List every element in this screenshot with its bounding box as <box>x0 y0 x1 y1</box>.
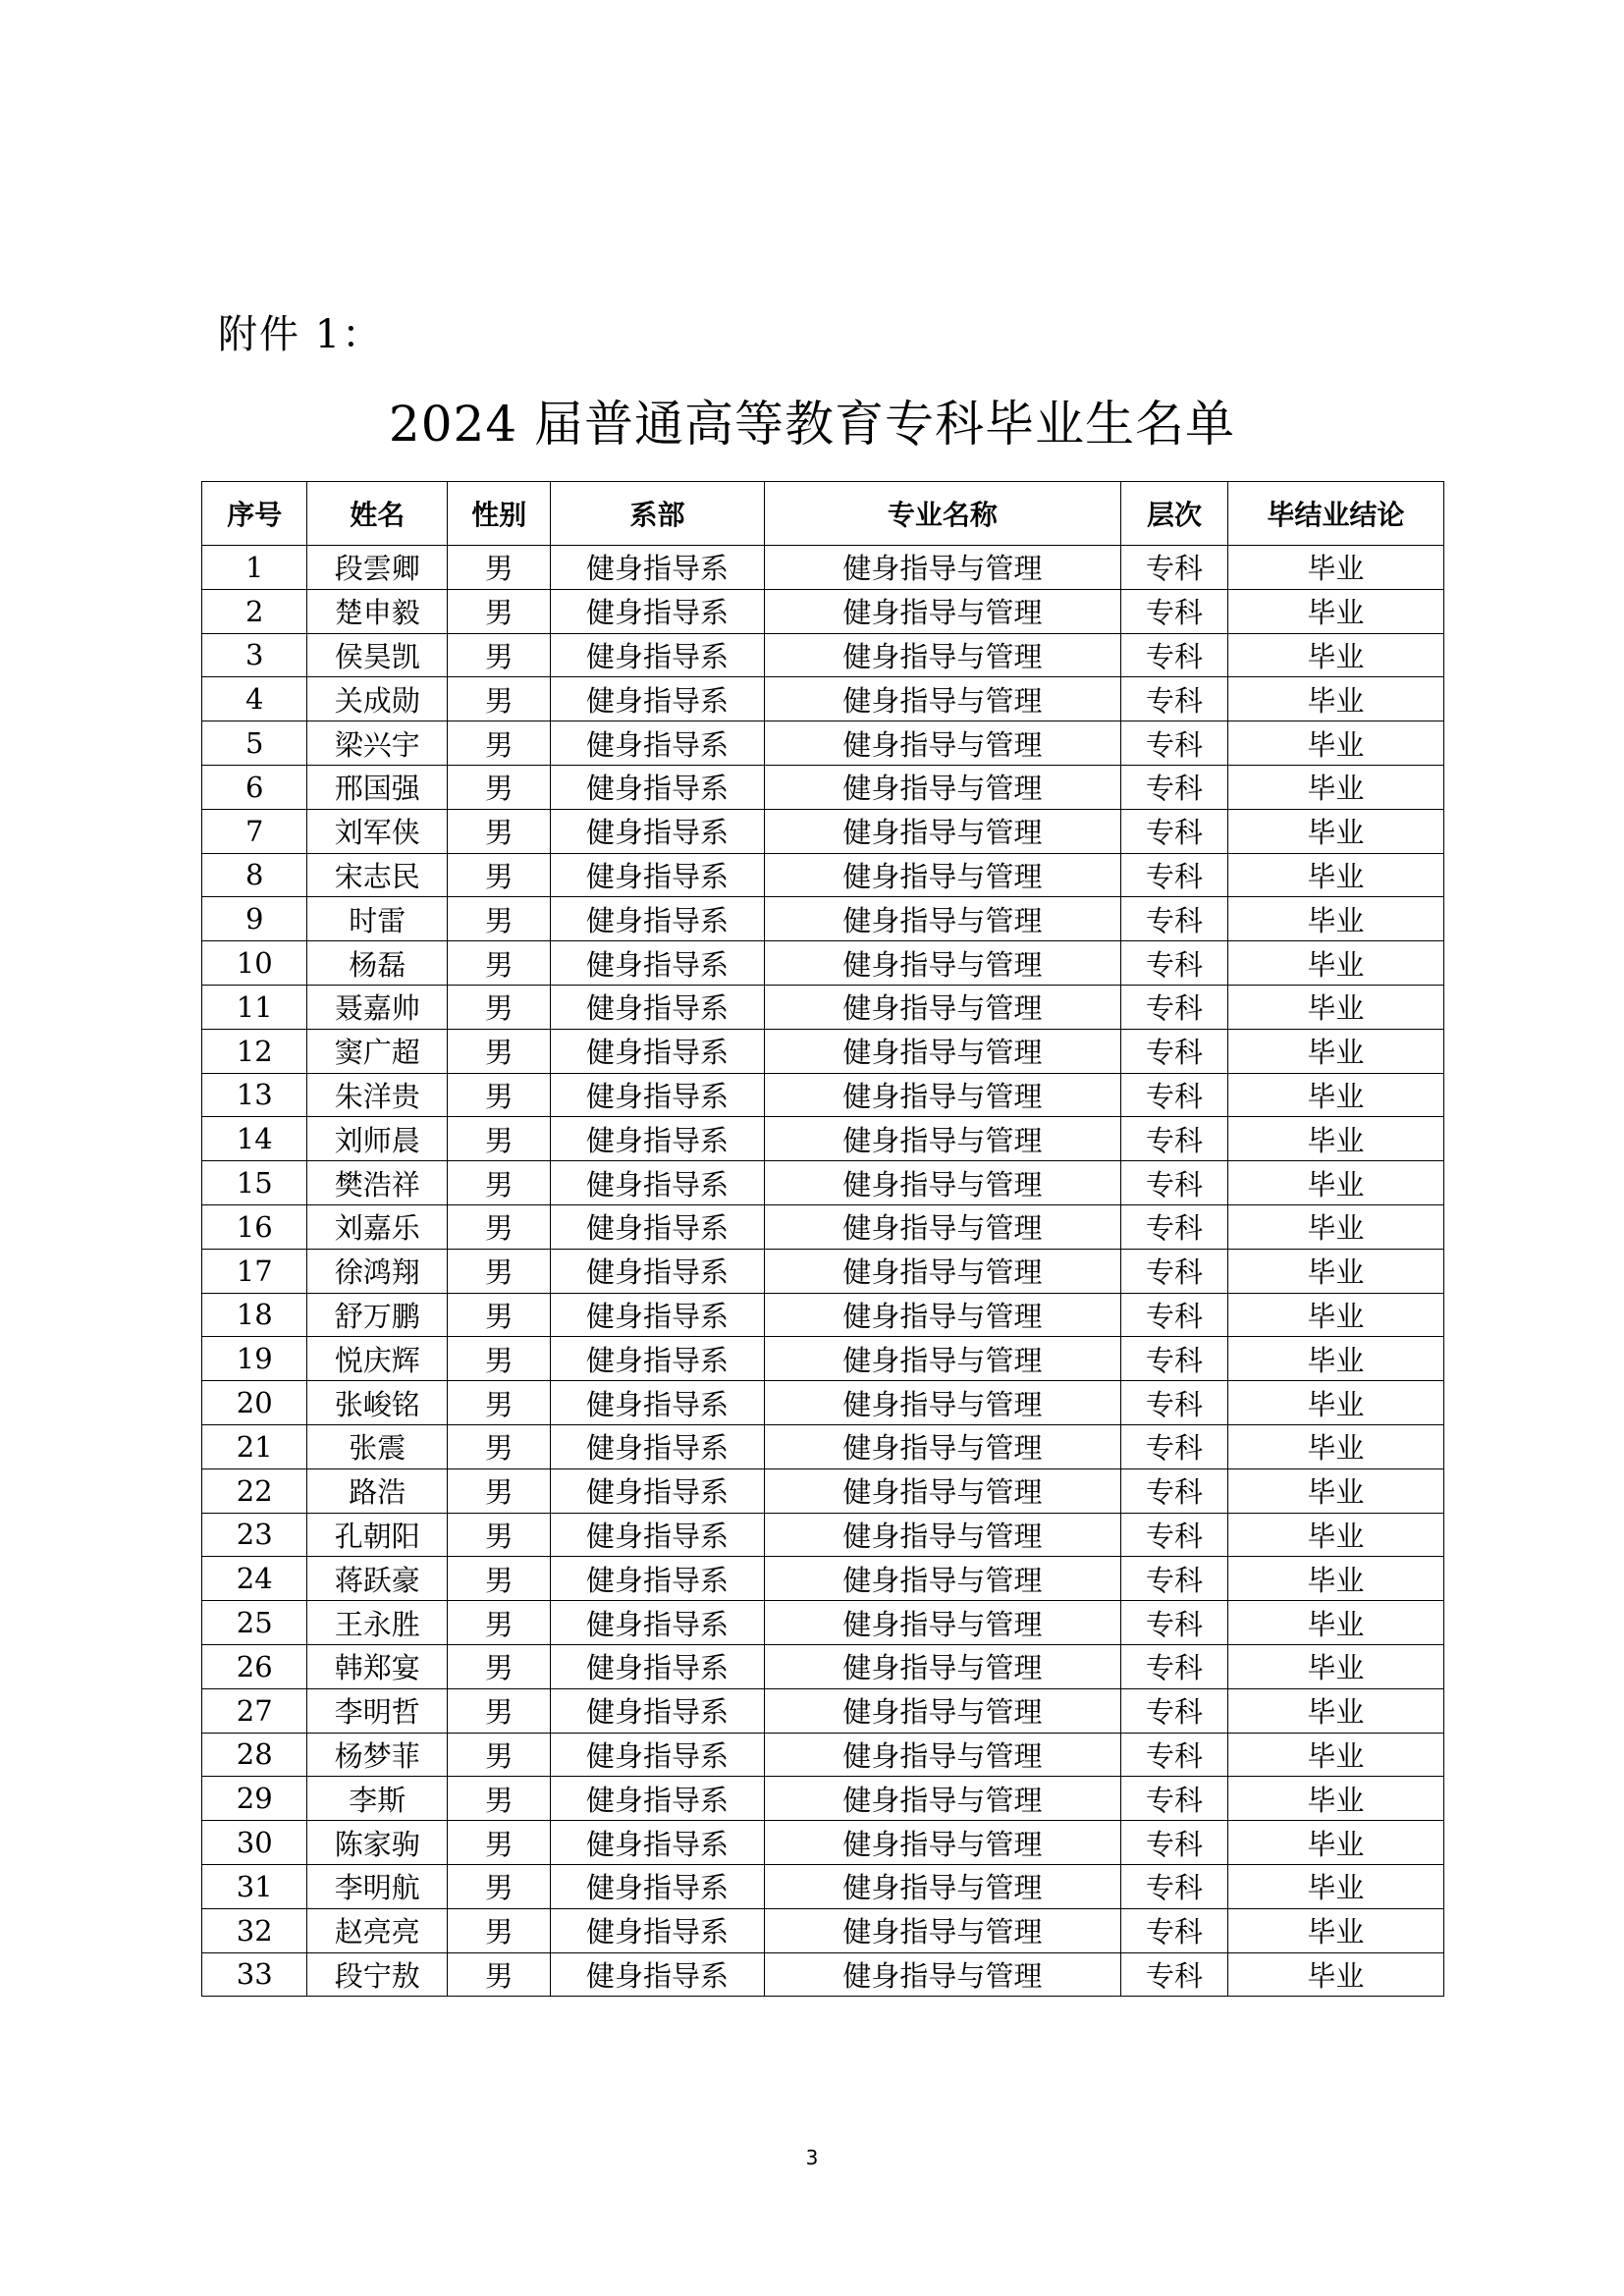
cell-serial: 25 <box>202 1601 307 1645</box>
graduate-roster-table <box>201 481 1444 1997</box>
cell-serial: 18 <box>202 1293 307 1337</box>
table-row <box>202 1468 1444 1513</box>
cell-gender: 男 <box>448 1557 551 1601</box>
cell-major: 健身指导与管理 <box>764 1777 1121 1821</box>
cell-conclusion: 毕业 <box>1227 897 1443 941</box>
cell-conclusion: 毕业 <box>1227 546 1443 590</box>
cell-department: 健身指导系 <box>551 897 764 941</box>
table-row <box>202 941 1444 986</box>
cell-name: 段宁敖 <box>307 1952 448 1997</box>
table-row <box>202 1952 1444 1997</box>
cell-department: 健身指导系 <box>551 1161 764 1205</box>
cell-gender: 男 <box>448 897 551 941</box>
cell-major: 健身指导与管理 <box>764 765 1121 809</box>
cell-serial: 31 <box>202 1864 307 1908</box>
table-row <box>202 1337 1444 1381</box>
cell-gender: 男 <box>448 941 551 986</box>
cell-serial: 8 <box>202 853 307 897</box>
cell-gender: 男 <box>448 1908 551 1952</box>
table-row <box>202 1381 1444 1425</box>
table-row <box>202 1073 1444 1117</box>
cell-major: 健身指导与管理 <box>764 1381 1121 1425</box>
cell-conclusion: 毕业 <box>1227 809 1443 853</box>
cell-level: 专科 <box>1121 1029 1228 1073</box>
cell-gender: 男 <box>448 1821 551 1865</box>
cell-major: 健身指导与管理 <box>764 941 1121 986</box>
cell-gender: 男 <box>448 1864 551 1908</box>
cell-name: 蒋跃豪 <box>307 1557 448 1601</box>
cell-gender: 男 <box>448 1293 551 1337</box>
cell-serial: 17 <box>202 1249 307 1293</box>
cell-department: 健身指导系 <box>551 1117 764 1161</box>
cell-gender: 男 <box>448 589 551 633</box>
cell-major: 健身指导与管理 <box>764 1688 1121 1733</box>
cell-serial: 4 <box>202 677 307 721</box>
cell-conclusion: 毕业 <box>1227 677 1443 721</box>
cell-conclusion: 毕业 <box>1227 1249 1443 1293</box>
cell-level: 专科 <box>1121 721 1228 766</box>
header-major: 专业名称 <box>764 482 1121 546</box>
cell-department: 健身指导系 <box>551 1644 764 1688</box>
cell-department: 健身指导系 <box>551 1688 764 1733</box>
cell-department: 健身指导系 <box>551 1733 764 1777</box>
table-row <box>202 1908 1444 1952</box>
cell-level: 专科 <box>1121 677 1228 721</box>
cell-level: 专科 <box>1121 1601 1228 1645</box>
cell-name: 徐鸿翔 <box>307 1249 448 1293</box>
cell-serial: 13 <box>202 1073 307 1117</box>
cell-level: 专科 <box>1121 941 1228 986</box>
table-row <box>202 1864 1444 1908</box>
table-row <box>202 1029 1444 1073</box>
cell-gender: 男 <box>448 1468 551 1513</box>
table-row <box>202 721 1444 766</box>
cell-gender: 男 <box>448 1733 551 1777</box>
cell-name: 赵亮亮 <box>307 1908 448 1952</box>
cell-major: 健身指导与管理 <box>764 1249 1121 1293</box>
cell-name: 王永胜 <box>307 1601 448 1645</box>
cell-conclusion: 毕业 <box>1227 1733 1443 1777</box>
cell-conclusion: 毕业 <box>1227 1821 1443 1865</box>
cell-name: 邢国强 <box>307 765 448 809</box>
cell-gender: 男 <box>448 1688 551 1733</box>
cell-name: 李明航 <box>307 1864 448 1908</box>
cell-serial: 24 <box>202 1557 307 1601</box>
cell-name: 路浩 <box>307 1468 448 1513</box>
cell-serial: 5 <box>202 721 307 766</box>
cell-serial: 32 <box>202 1908 307 1952</box>
cell-major: 健身指导与管理 <box>764 589 1121 633</box>
cell-level: 专科 <box>1121 1073 1228 1117</box>
cell-level: 专科 <box>1121 1293 1228 1337</box>
cell-major: 健身指导与管理 <box>764 677 1121 721</box>
table-row <box>202 897 1444 941</box>
cell-major: 健身指导与管理 <box>764 853 1121 897</box>
cell-name: 韩郑宴 <box>307 1644 448 1688</box>
cell-level: 专科 <box>1121 1468 1228 1513</box>
cell-level: 专科 <box>1121 589 1228 633</box>
table-row <box>202 1688 1444 1733</box>
cell-gender: 男 <box>448 1513 551 1557</box>
table-row <box>202 1557 1444 1601</box>
cell-major: 健身指导与管理 <box>764 1557 1121 1601</box>
cell-name: 侯昊凯 <box>307 633 448 677</box>
cell-major: 健身指导与管理 <box>764 1293 1121 1337</box>
cell-department: 健身指导系 <box>551 1601 764 1645</box>
cell-level: 专科 <box>1121 546 1228 590</box>
cell-major: 健身指导与管理 <box>764 1073 1121 1117</box>
cell-major: 健身指导与管理 <box>764 1864 1121 1908</box>
cell-level: 专科 <box>1121 633 1228 677</box>
cell-serial: 1 <box>202 546 307 590</box>
cell-serial: 3 <box>202 633 307 677</box>
page-number: 3 <box>805 2146 819 2169</box>
cell-department: 健身指导系 <box>551 1468 764 1513</box>
cell-department: 健身指导系 <box>551 1864 764 1908</box>
cell-conclusion: 毕业 <box>1227 1777 1443 1821</box>
cell-level: 专科 <box>1121 1777 1228 1821</box>
cell-conclusion: 毕业 <box>1227 1204 1443 1249</box>
header-name: 姓名 <box>307 482 448 546</box>
cell-level: 专科 <box>1121 1513 1228 1557</box>
cell-department: 健身指导系 <box>551 633 764 677</box>
cell-conclusion: 毕业 <box>1227 1952 1443 1997</box>
cell-name: 时雷 <box>307 897 448 941</box>
cell-level: 专科 <box>1121 1337 1228 1381</box>
header-department: 系部 <box>551 482 764 546</box>
cell-department: 健身指导系 <box>551 546 764 590</box>
cell-level: 专科 <box>1121 1117 1228 1161</box>
header-conclusion: 毕结业结论 <box>1227 482 1443 546</box>
table-row <box>202 1644 1444 1688</box>
cell-department: 健身指导系 <box>551 1821 764 1865</box>
cell-conclusion: 毕业 <box>1227 1908 1443 1952</box>
cell-name: 窦广超 <box>307 1029 448 1073</box>
cell-name: 段雲卿 <box>307 546 448 590</box>
cell-name: 杨梦菲 <box>307 1733 448 1777</box>
cell-serial: 9 <box>202 897 307 941</box>
cell-serial: 15 <box>202 1161 307 1205</box>
cell-department: 健身指导系 <box>551 1908 764 1952</box>
cell-name: 张震 <box>307 1424 448 1468</box>
table-row <box>202 809 1444 853</box>
table-row <box>202 1204 1444 1249</box>
table-row <box>202 765 1444 809</box>
cell-conclusion: 毕业 <box>1227 1337 1443 1381</box>
cell-serial: 20 <box>202 1381 307 1425</box>
cell-conclusion: 毕业 <box>1227 941 1443 986</box>
table-row <box>202 853 1444 897</box>
cell-serial: 16 <box>202 1204 307 1249</box>
cell-name: 李斯 <box>307 1777 448 1821</box>
cell-gender: 男 <box>448 985 551 1029</box>
cell-level: 专科 <box>1121 985 1228 1029</box>
cell-name: 刘军侠 <box>307 809 448 853</box>
cell-major: 健身指导与管理 <box>764 1424 1121 1468</box>
cell-department: 健身指导系 <box>551 853 764 897</box>
cell-major: 健身指导与管理 <box>764 1468 1121 1513</box>
cell-level: 专科 <box>1121 1952 1228 1997</box>
table-row <box>202 1249 1444 1293</box>
cell-gender: 男 <box>448 546 551 590</box>
cell-conclusion: 毕业 <box>1227 765 1443 809</box>
cell-major: 健身指导与管理 <box>764 721 1121 766</box>
cell-serial: 22 <box>202 1468 307 1513</box>
cell-department: 健身指导系 <box>551 1204 764 1249</box>
header-gender: 性别 <box>448 482 551 546</box>
cell-gender: 男 <box>448 809 551 853</box>
cell-major: 健身指导与管理 <box>764 1821 1121 1865</box>
cell-department: 健身指导系 <box>551 1513 764 1557</box>
cell-gender: 男 <box>448 1952 551 1997</box>
cell-gender: 男 <box>448 1381 551 1425</box>
cell-department: 健身指导系 <box>551 765 764 809</box>
cell-name: 孔朝阳 <box>307 1513 448 1557</box>
cell-name: 刘嘉乐 <box>307 1204 448 1249</box>
table-row <box>202 677 1444 721</box>
cell-gender: 男 <box>448 1073 551 1117</box>
cell-level: 专科 <box>1121 1864 1228 1908</box>
cell-level: 专科 <box>1121 1204 1228 1249</box>
table-row <box>202 633 1444 677</box>
cell-serial: 26 <box>202 1644 307 1688</box>
cell-gender: 男 <box>448 1204 551 1249</box>
table-row <box>202 589 1444 633</box>
cell-department: 健身指导系 <box>551 1381 764 1425</box>
table-row <box>202 1821 1444 1865</box>
cell-major: 健身指导与管理 <box>764 1029 1121 1073</box>
cell-major: 健身指导与管理 <box>764 1204 1121 1249</box>
cell-major: 健身指导与管理 <box>764 1952 1121 1997</box>
cell-major: 健身指导与管理 <box>764 985 1121 1029</box>
cell-department: 健身指导系 <box>551 1029 764 1073</box>
cell-department: 健身指导系 <box>551 1952 764 1997</box>
cell-conclusion: 毕业 <box>1227 1864 1443 1908</box>
cell-gender: 男 <box>448 677 551 721</box>
cell-serial: 21 <box>202 1424 307 1468</box>
cell-conclusion: 毕业 <box>1227 1688 1443 1733</box>
cell-gender: 男 <box>448 1777 551 1821</box>
cell-department: 健身指导系 <box>551 1249 764 1293</box>
cell-gender: 男 <box>448 1337 551 1381</box>
table-row <box>202 1733 1444 1777</box>
cell-gender: 男 <box>448 1644 551 1688</box>
table-row <box>202 546 1444 590</box>
cell-department: 健身指导系 <box>551 1293 764 1337</box>
cell-name: 梁兴宇 <box>307 721 448 766</box>
cell-major: 健身指导与管理 <box>764 1513 1121 1557</box>
cell-conclusion: 毕业 <box>1227 1644 1443 1688</box>
cell-level: 专科 <box>1121 1249 1228 1293</box>
table-row <box>202 1117 1444 1161</box>
cell-major: 健身指导与管理 <box>764 546 1121 590</box>
cell-name: 陈家驹 <box>307 1821 448 1865</box>
header-level: 层次 <box>1121 482 1228 546</box>
cell-gender: 男 <box>448 1117 551 1161</box>
cell-major: 健身指导与管理 <box>764 1161 1121 1205</box>
cell-serial: 11 <box>202 985 307 1029</box>
cell-department: 健身指导系 <box>551 589 764 633</box>
cell-department: 健身指导系 <box>551 1557 764 1601</box>
attachment-label: 附件 1： <box>218 312 384 357</box>
cell-serial: 29 <box>202 1777 307 1821</box>
cell-name: 关成勋 <box>307 677 448 721</box>
table-row <box>202 1777 1444 1821</box>
cell-conclusion: 毕业 <box>1227 1381 1443 1425</box>
cell-department: 健身指导系 <box>551 1777 764 1821</box>
cell-conclusion: 毕业 <box>1227 853 1443 897</box>
cell-level: 专科 <box>1121 1424 1228 1468</box>
cell-name: 李明哲 <box>307 1688 448 1733</box>
cell-level: 专科 <box>1121 1908 1228 1952</box>
cell-serial: 33 <box>202 1952 307 1997</box>
cell-level: 专科 <box>1121 1733 1228 1777</box>
cell-conclusion: 毕业 <box>1227 1073 1443 1117</box>
cell-serial: 7 <box>202 809 307 853</box>
table-row <box>202 1424 1444 1468</box>
cell-serial: 28 <box>202 1733 307 1777</box>
table-body <box>202 546 1444 1997</box>
cell-conclusion: 毕业 <box>1227 985 1443 1029</box>
cell-department: 健身指导系 <box>551 985 764 1029</box>
cell-conclusion: 毕业 <box>1227 1117 1443 1161</box>
cell-major: 健身指导与管理 <box>764 1117 1121 1161</box>
document-title: 2024 届普通高等教育专科毕业生名单 <box>388 396 1236 453</box>
table-row <box>202 1601 1444 1645</box>
header-row <box>202 482 1444 546</box>
table-row <box>202 1293 1444 1337</box>
cell-level: 专科 <box>1121 1557 1228 1601</box>
cell-department: 健身指导系 <box>551 677 764 721</box>
cell-serial: 23 <box>202 1513 307 1557</box>
cell-level: 专科 <box>1121 1644 1228 1688</box>
cell-department: 健身指导系 <box>551 1337 764 1381</box>
cell-major: 健身指导与管理 <box>764 1337 1121 1381</box>
cell-department: 健身指导系 <box>551 1073 764 1117</box>
cell-conclusion: 毕业 <box>1227 721 1443 766</box>
cell-name: 杨磊 <box>307 941 448 986</box>
cell-department: 健身指导系 <box>551 1424 764 1468</box>
cell-major: 健身指导与管理 <box>764 1733 1121 1777</box>
cell-serial: 12 <box>202 1029 307 1073</box>
cell-serial: 27 <box>202 1688 307 1733</box>
cell-major: 健身指导与管理 <box>764 633 1121 677</box>
cell-gender: 男 <box>448 1029 551 1073</box>
table-row <box>202 985 1444 1029</box>
cell-gender: 男 <box>448 1601 551 1645</box>
cell-serial: 19 <box>202 1337 307 1381</box>
cell-conclusion: 毕业 <box>1227 1161 1443 1205</box>
cell-major: 健身指导与管理 <box>764 897 1121 941</box>
table-row <box>202 1161 1444 1205</box>
cell-level: 专科 <box>1121 1688 1228 1733</box>
cell-serial: 14 <box>202 1117 307 1161</box>
cell-level: 专科 <box>1121 809 1228 853</box>
cell-name: 张峻铭 <box>307 1381 448 1425</box>
cell-serial: 10 <box>202 941 307 986</box>
cell-level: 专科 <box>1121 1381 1228 1425</box>
cell-conclusion: 毕业 <box>1227 589 1443 633</box>
cell-serial: 30 <box>202 1821 307 1865</box>
cell-serial: 6 <box>202 765 307 809</box>
cell-gender: 男 <box>448 721 551 766</box>
cell-conclusion: 毕业 <box>1227 1601 1443 1645</box>
cell-major: 健身指导与管理 <box>764 1908 1121 1952</box>
cell-conclusion: 毕业 <box>1227 1424 1443 1468</box>
cell-name: 聂嘉帅 <box>307 985 448 1029</box>
cell-department: 健身指导系 <box>551 809 764 853</box>
cell-name: 朱洋贵 <box>307 1073 448 1117</box>
cell-gender: 男 <box>448 1249 551 1293</box>
cell-major: 健身指导与管理 <box>764 809 1121 853</box>
cell-conclusion: 毕业 <box>1227 1029 1443 1073</box>
cell-conclusion: 毕业 <box>1227 1513 1443 1557</box>
cell-level: 专科 <box>1121 765 1228 809</box>
cell-level: 专科 <box>1121 897 1228 941</box>
cell-serial: 2 <box>202 589 307 633</box>
table-row <box>202 1513 1444 1557</box>
cell-gender: 男 <box>448 765 551 809</box>
cell-name: 舒万鹏 <box>307 1293 448 1337</box>
cell-department: 健身指导系 <box>551 721 764 766</box>
cell-level: 专科 <box>1121 1821 1228 1865</box>
cell-conclusion: 毕业 <box>1227 1468 1443 1513</box>
cell-gender: 男 <box>448 633 551 677</box>
cell-conclusion: 毕业 <box>1227 633 1443 677</box>
cell-name: 宋志民 <box>307 853 448 897</box>
cell-department: 健身指导系 <box>551 941 764 986</box>
cell-conclusion: 毕业 <box>1227 1293 1443 1337</box>
cell-name: 刘师晨 <box>307 1117 448 1161</box>
cell-conclusion: 毕业 <box>1227 1557 1443 1601</box>
cell-level: 专科 <box>1121 853 1228 897</box>
table-header <box>202 482 1444 546</box>
cell-major: 健身指导与管理 <box>764 1644 1121 1688</box>
cell-major: 健身指导与管理 <box>764 1601 1121 1645</box>
cell-gender: 男 <box>448 1161 551 1205</box>
cell-name: 楚申毅 <box>307 589 448 633</box>
cell-level: 专科 <box>1121 1161 1228 1205</box>
header-serial: 序号 <box>202 482 307 546</box>
cell-name: 悦庆辉 <box>307 1337 448 1381</box>
cell-gender: 男 <box>448 1424 551 1468</box>
cell-name: 樊浩祥 <box>307 1161 448 1205</box>
cell-gender: 男 <box>448 853 551 897</box>
